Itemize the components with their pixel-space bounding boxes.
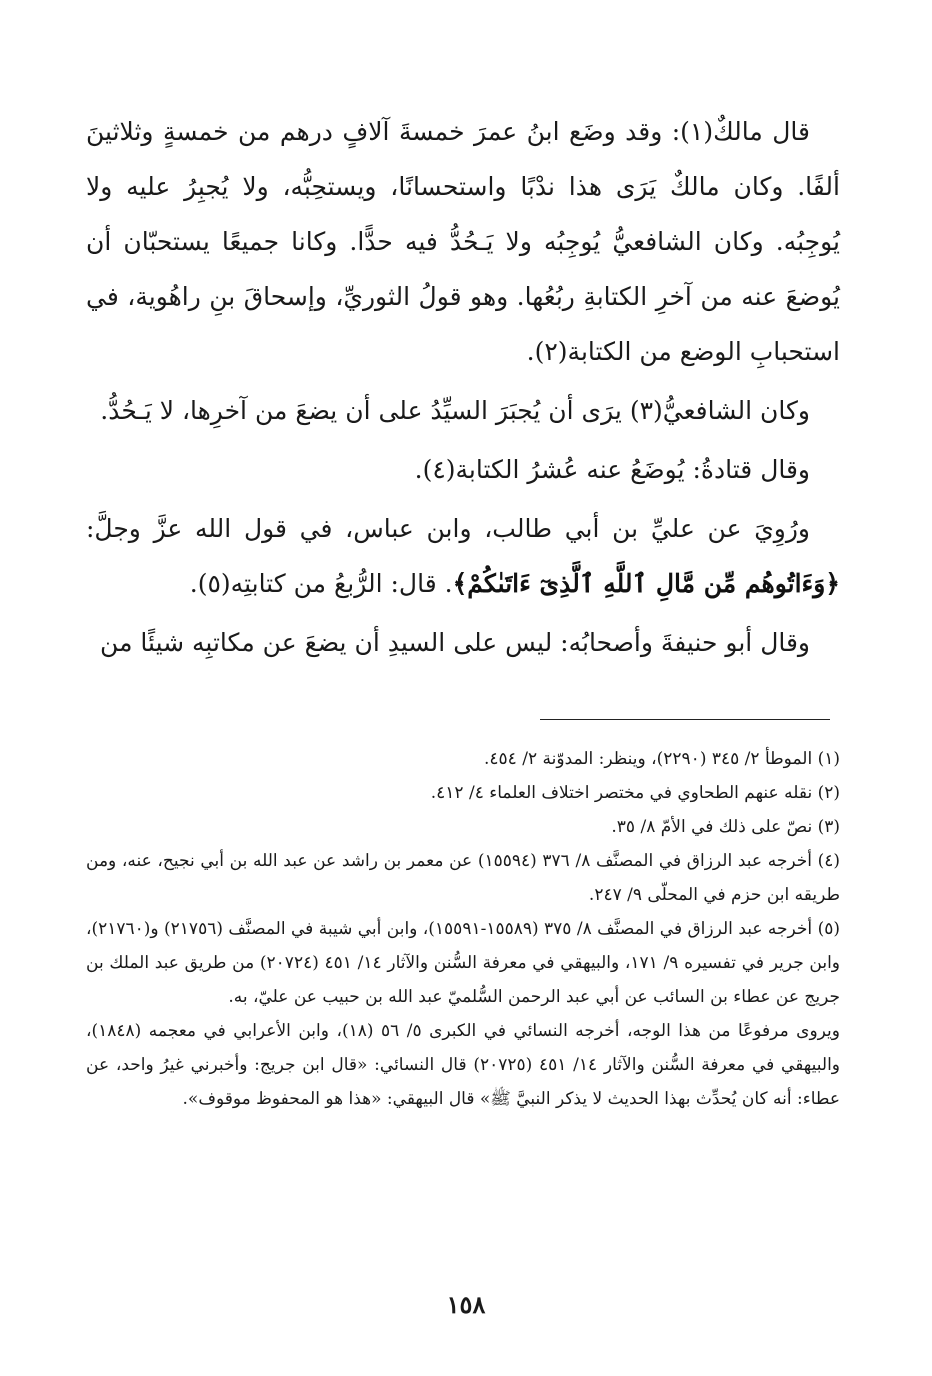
quran-verse: ﴿وَءَاتُوهُم مِّن مَّالِ ٱللَّهِ ٱلَّذِىٓ ءَاتَىٰكُمْ﴾ [452, 569, 840, 598]
paragraph-ali-intro: ورُوِيَ عن عليِّ بن أبي طالب، وابن عباس، في قول الله عزَّ وجلَّ: [86, 514, 810, 543]
footnote-3: (٣) نصّ على ذلك في الأمّ ٨/ ٣٥. [611, 817, 840, 837]
page-number: ١٥٨ [446, 1290, 486, 1319]
paragraph-malik: قال مالكٌ(١): وقد وضَع ابنُ عمرَ خمسةَ آلافٍ درهم من خمسةٍ وثلاثينَ ألفًا. وكان مالكٌ يَرَى هذا ندْبًا واستحسانًا، ويستحِبُّه، ولا يُجبِرُ عليه ولا يُوجِبُه. وكان الشافعيُّ يُوجِبُه ولا يَـحُدُّ فيه حدًّا. وكانا جميعًا يستحبّان أن يُوضعَ عنه من آخرِ الكتابةِ ربُعُها. وهو قولُ الثوريِّ، وإسحاقَ بنِ راهُوية، في استحبابِ الوضع من الكتابة(٢). [86, 117, 840, 366]
footnote-5: (٥) أخرجه عبد الرزاق في المصنَّف ٨/ ٣٧٥ (١٥٥٨٩-١٥٥٩١)، وابن أبي شيبة في المصنَّف (٢١٧٥٦) و(٢١٧٦٠)، وابن جرير في تفسيره ٩/ ١٧١، والبيهقي في معرفة السُّنن والآثار ١٤/ ٤٥١ (٢٠٧٢٤) من طريق عبد الملك بن جريج عن عطاء بن السائب عن أبي عبد الرحمن السُّلميّ عبد الله بن حبيب عن عليّ، به. [86, 919, 841, 1007]
footnote-5-continuation: ويروى مرفوعًا من هذا الوجه، أخرجه النسائي في الكبرى ٥/ ٥٦ (١٨)، وابن الأعرابي في معجمه (١٨٤٨)، والبيهقي في معرفة السُّنن والآثار ١٤/ ٤٥١ (٢٠٧٢٥) قال النسائي: «قال ابن جريج: وأخبرني غيرُ واحد، عن عطاء: أنه كان يُحدِّث بهذا الحديث لا يذكر النبيَّ ﷺ» قال البيهقي: «هذا هو المحفوظ موقوف». [86, 1021, 841, 1109]
footnotes [86, 742, 840, 1116]
paragraph-shafii: وكان الشافعيُّ(٣) يرَى أن يُجبَرَ السيِّدُ على أن يضعَ من آخرِها، لا يَـحُدُّ. [100, 396, 810, 425]
paragraph-ali-conclusion: . قال: الرُّبعُ من كتابتِه(٥). [189, 569, 453, 598]
footnote-2: (٢) نقله عنهم الطحاوي في مختصر اختلاف العلماء ٤/ ٤١٢. [430, 783, 840, 803]
footnote-4: (٤) أخرجه عبد الرزاق في المصنَّف ٨/ ٣٧٦ (١٥٥٩٤) عن معمر بن راشد عن عبد الله بن أبي نجيح، عنه، ومن طريقه ابن حزم في المحلّى ٩/ ٢٤٧. [86, 851, 841, 905]
paragraph-ali-ibn-abbas [86, 501, 840, 611]
paragraph-qatada: وقال قتادةُ: يُوضَعُ عنه عُشرُ الكتابة(٤). [414, 455, 810, 484]
main-text [86, 104, 840, 670]
paragraph-abu-hanifa: وقال أبو حنيفةَ وأصحابُه: ليس على السيدِ أن يضعَ عن مكاتبِه شيئًا من [100, 628, 810, 657]
footnote-separator [540, 719, 830, 720]
footnote-1: (١) الموطأ ٢/ ٣٤٥ (٢٢٩٠)، وينظر: المدوّنة ٢/ ٤٥٤. [484, 749, 840, 769]
